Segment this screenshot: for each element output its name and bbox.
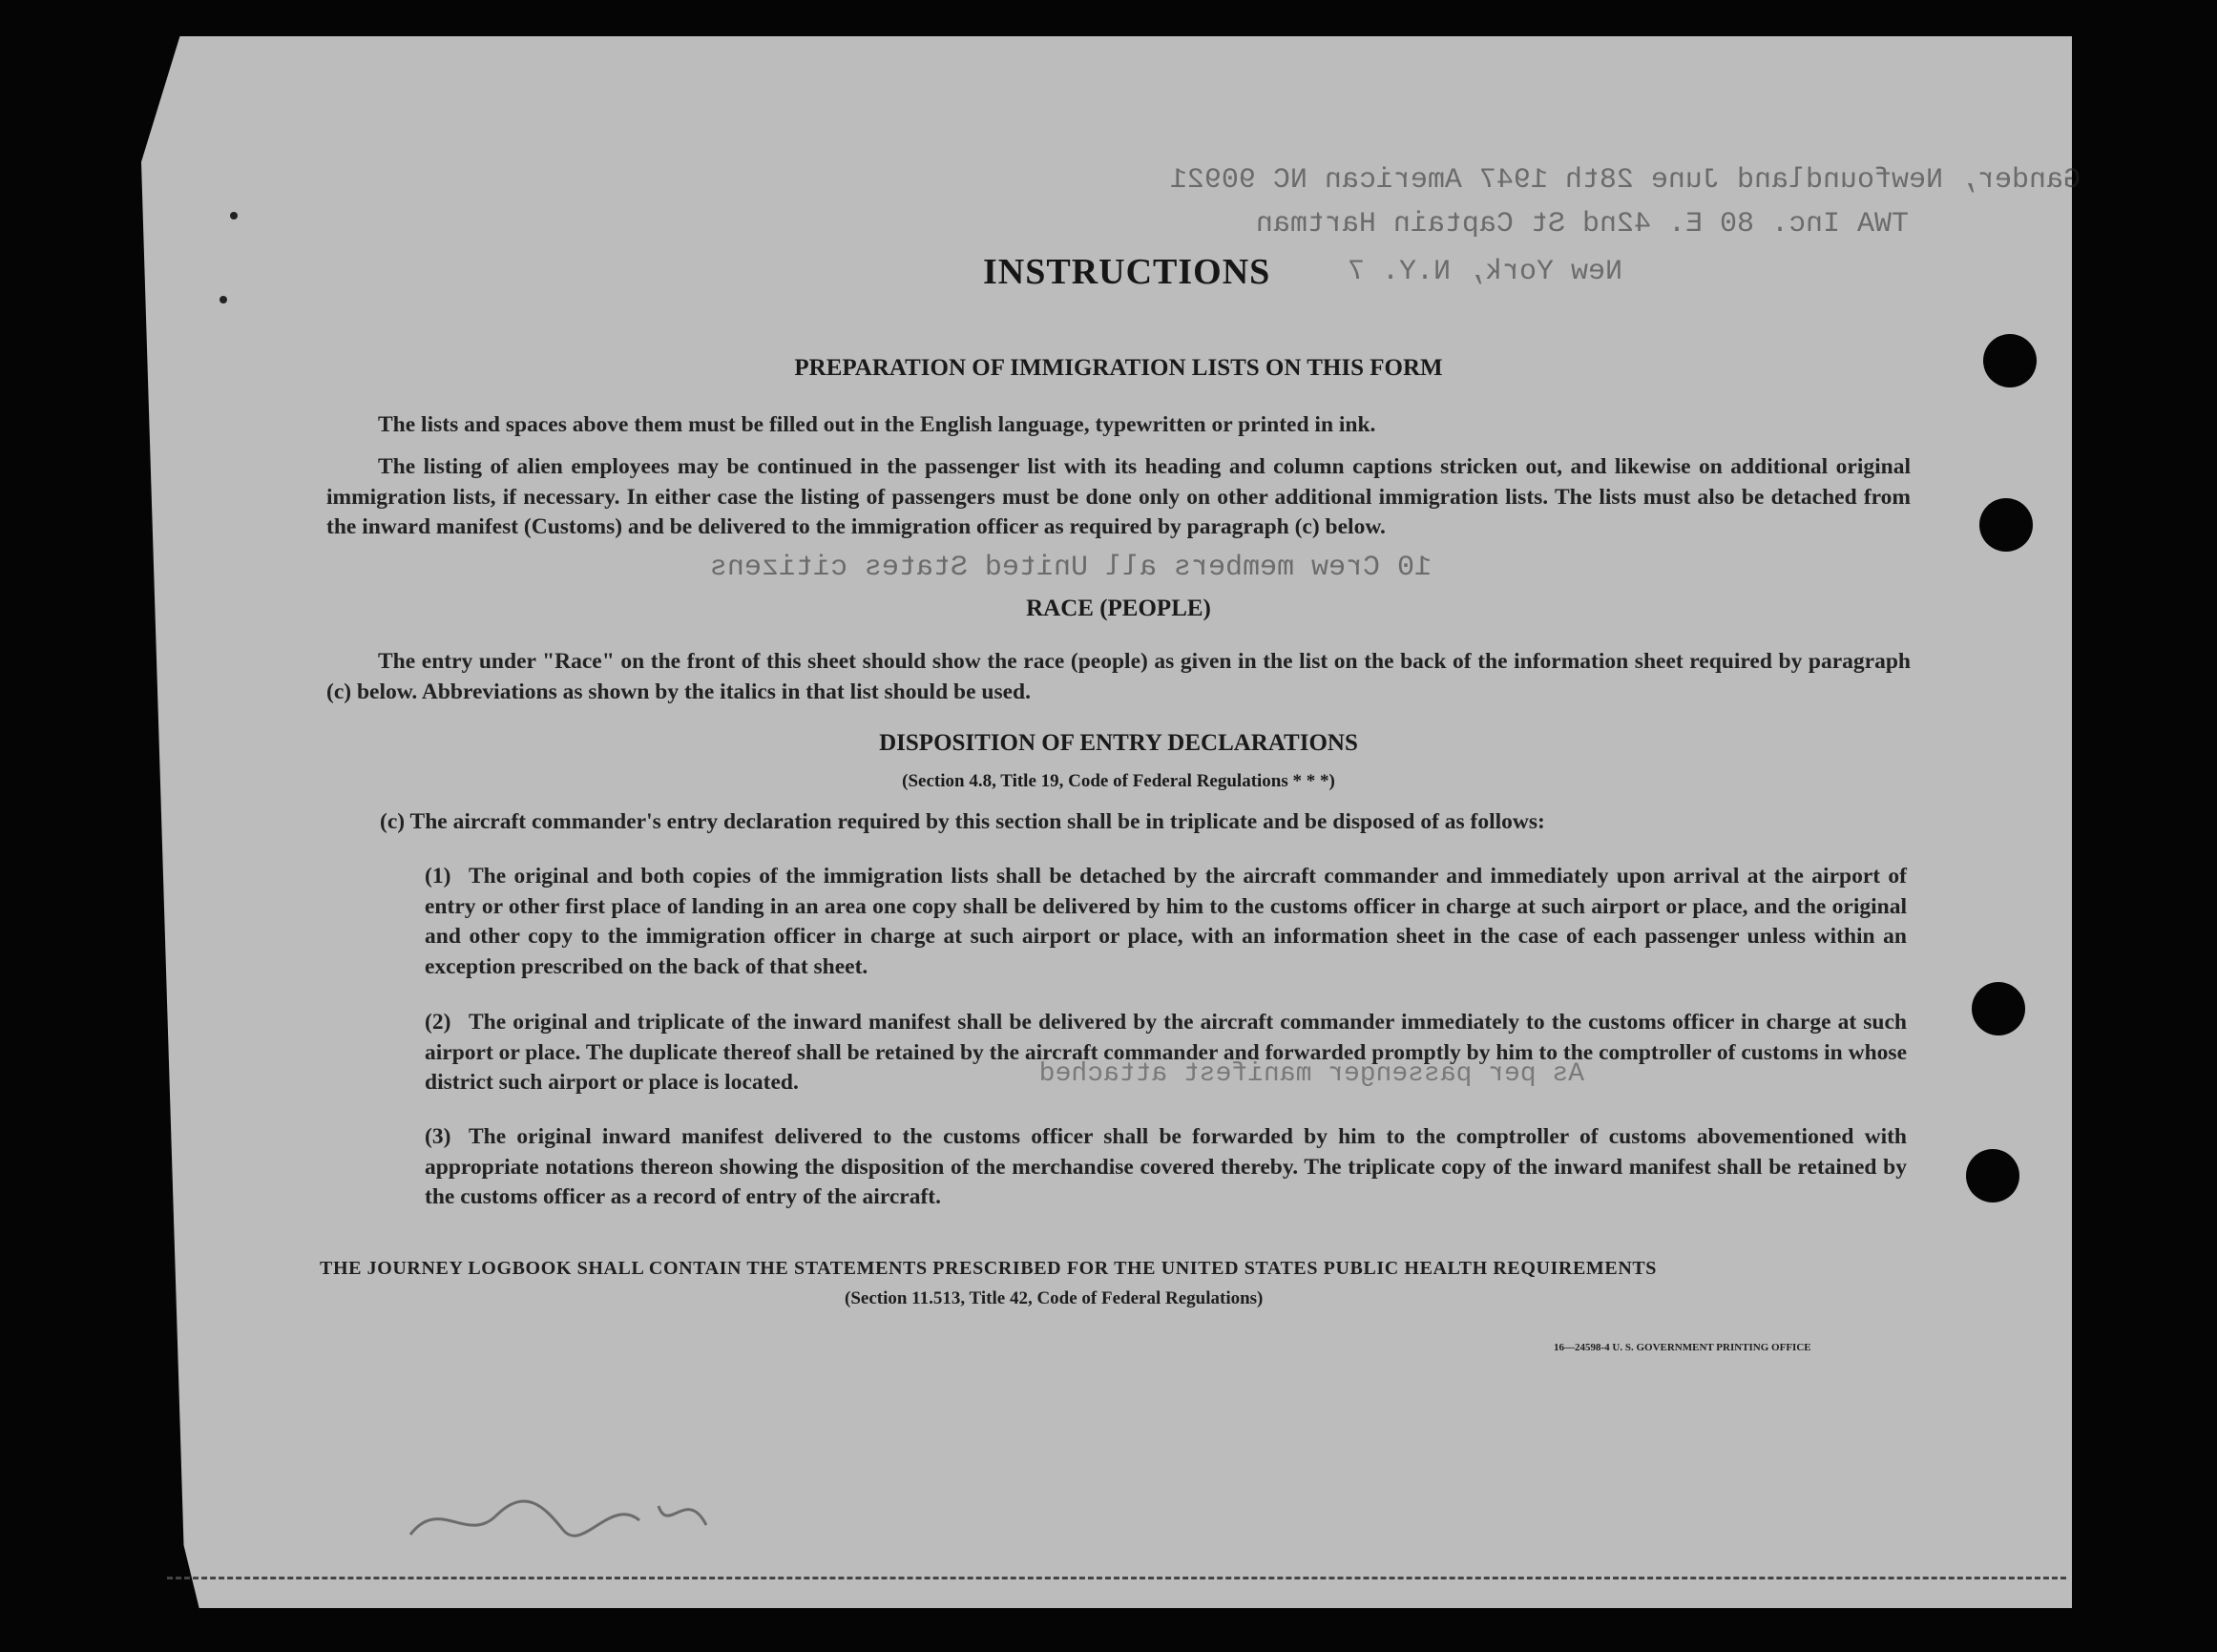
paragraph-race: The entry under "Race" on the front of this sheet should show the race (people) as given in the list on the back of the information sheet required by paragraph (c) below. Abbreviations as shown by the italics in that list should be used. (326, 649, 1911, 704)
page-title: INSTRUCTIONS (983, 252, 1271, 292)
punch-hole-2 (1979, 498, 2033, 552)
list-item-1 (425, 862, 1907, 986)
footer-regulation-reference: (Section 11.513, Title 42, Code of Federal Regulations) (845, 1288, 1264, 1308)
punch-hole-4 (1966, 1149, 2019, 1202)
bleed-line-1: Gander, Newfoundland June 28th 1947 American NC 90921 (1169, 164, 2081, 197)
section-heading-race: RACE (PEOPLE) (1026, 596, 1211, 621)
paragraph-language: The lists and spaces above them must be filled out in the English language, typewritten or printed in ink. (378, 412, 1376, 437)
list-item-2-text: The original and triplicate of the inward manifest shall be delivered by the aircraft commander immediately to the customs officer in charge at such airport or place. The duplicate thereof shall be retained by the aircraft commander and forwarded promptly by him to the comptroller of customs in whose district such airport or place is located. (425, 1010, 1907, 1095)
section-heading-preparation: PREPARATION OF IMMIGRATION LISTS ON THIS FORM (794, 355, 1443, 381)
list-item-3-number: (3) (425, 1124, 451, 1149)
print-code: 16—24598-4 U. S. GOVERNMENT PRINTING OFFICE (1554, 1342, 1811, 1353)
footer-health-requirements: THE JOURNEY LOGBOOK SHALL CONTAIN THE STATEMENTS PRESCRIBED FOR THE UNITED STATES PUBLIC HEALTH REQUIREMENTS (320, 1258, 1658, 1279)
list-item-3-text: The original inward manifest delivered to the customs officer shall be forwarded by him to the comptroller of customs abovementioned with appropriate notations thereon showing the disposition of the merchandise covered thereby. The triplicate copy of the inward manifest shall be retained by the customs officer as a record of entry of the aircraft. (425, 1124, 1907, 1209)
list-item-1-text: The original and both copies of the immigration lists shall be detached by the aircraft commander and immediately upon arrival at the airport of entry or other first place of landing in an area one copy shall be delivered by him to the customs officer in charge at such airport or place, and the original and other copy to the immigration officer in charge at such airport or place, with an information sheet in the case of each passenger unless within an exception prescribed on the back of that sheet. (425, 864, 1907, 979)
punch-hole-1 (1983, 334, 2037, 387)
punch-hole-3 (1972, 982, 2025, 1035)
list-item-3 (425, 1122, 1907, 1218)
list-item-1-number: (1) (425, 864, 451, 889)
section-subheading-regulation: (Section 4.8, Title 19, Code of Federal Regulations * * *) (902, 771, 1335, 791)
speck (230, 212, 238, 220)
speck (220, 296, 227, 303)
section-heading-disposition: DISPOSITION OF ENTRY DECLARATIONS (879, 730, 1358, 756)
bleed-line-3: New York, N.Y. 7 (1347, 256, 1622, 288)
paragraph-disposition-intro: (c) The aircraft commander's entry declaration required by this section shall be in triplicate and be disposed of as follows: (380, 809, 1545, 834)
signature-scribble (401, 1477, 763, 1554)
list-item-2-number: (2) (425, 1010, 451, 1035)
bleed-line-5: As per passenger manifest attached (1038, 1059, 1584, 1089)
bleed-line-4: 10 Crew members all United States citizens (709, 552, 1432, 584)
perforation-line (167, 1577, 2066, 1579)
list-item-2 (425, 1008, 1907, 1103)
bleed-line-2: TWA Inc. 80 E. 42nd St Captain Hartman (1255, 208, 1909, 240)
paragraph-alien-employees: The listing of alien employees may be continued in the passenger list with its heading and column captions stricken out, and likewise on additional original immigration lists, if necessary. In either case the listing of passengers must be done only on other additional immigration lists. The lists must also be detached from the inward manifest (Customs) and be delivered to the immigration officer as required by paragraph (c) below. (326, 454, 1911, 539)
